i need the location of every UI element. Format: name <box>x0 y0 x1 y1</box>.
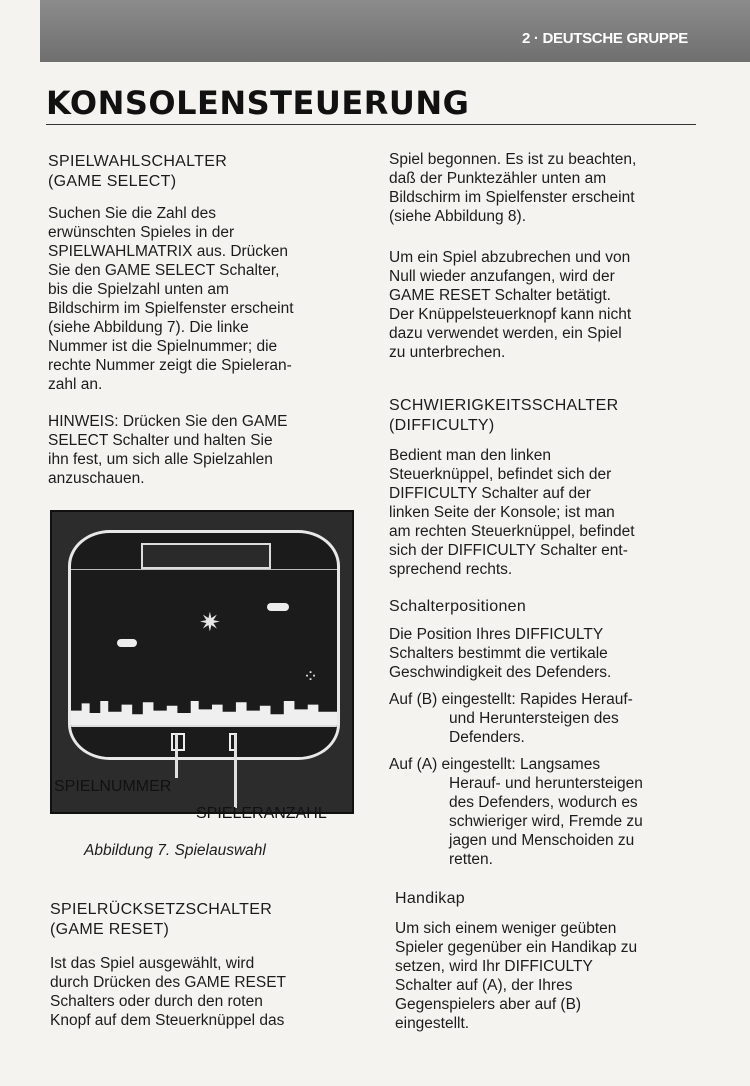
enemy-sprite: ⁘ <box>303 666 319 686</box>
game-select-heading: SPIELWAHLSCHALTER (GAME SELECT) <box>48 153 228 190</box>
game-screen <box>68 530 340 760</box>
difficulty-heading: SCHWIERIGKEITSSCHALTER (DIFFICULTY) <box>389 397 619 434</box>
positions-heading: Schalterpositionen <box>389 598 527 615</box>
title-rule <box>46 124 696 125</box>
continuation-paragraph: Spiel begonnen. Es ist zu beachten, daß der Punktezähler unten am Bildschirm im Spielfenster erscheint (siehe Abbildung 8). <box>389 151 637 225</box>
positions-paragraph: Die Position Ihres DIFFICULTY Schalters bestimmt die vertikale Geschwindigkeit des Defenders. <box>389 626 612 681</box>
abort-paragraph: Um ein Spiel abzubrechen und von Null wieder anzufangen, wird der GAME RESET Schalter betätigt. Der Knüppelsteuerknopf kann nicht dazu verwendet werden, ein Spiel zu unterbrechen. <box>389 249 632 361</box>
right-column <box>389 150 709 1033</box>
ground <box>71 725 337 759</box>
game-reset-heading: SPIELRÜCKSETZSCHALTER (GAME RESET) <box>50 901 273 938</box>
explosion-sprite: ✷ <box>199 607 221 637</box>
setting-a: Auf (A) eingestellt: Langsames Herauf- und heruntersteigen des Defenders, wodurch es schwieriger wird, Fremde zu jagen und Menschoiden zu retten. <box>389 756 643 868</box>
section-label: 2 · DEUTSCHE GRUPPE <box>522 30 688 47</box>
game-number-digit <box>171 733 185 751</box>
game-select-paragraph: Suchen Sie die Zahl des erwünschten Spieles in der SPIELWAHLMATRIX aus. Drücken Sie den GAME SELECT Schalter, bis die Spielzahl unten am Bildschirm im Spielfenster erscheint (siehe Abbildung 7). Die linke Nummer ist die Spielnummer; die rechte Nummer zeigt die Spieleran- zahl an. <box>48 205 294 393</box>
hinweis-paragraph: HINWEIS: Drücken Sie den GAME SELECT Schalter und halten Sie ihn fest, um sich alle Spielzahlen anzuschauen. <box>48 413 288 487</box>
header-bar <box>40 0 750 62</box>
label-spielnummer: SPIELNUMMER <box>54 778 172 795</box>
handicap-paragraph: Um sich einem weniger geübten Spieler gegenüber ein Handikap zu setzen, wird Ihr DIFFICULTY Schalter auf (A), der Ihres Gegenspielers aber auf (B) eingestellt. <box>395 920 638 1032</box>
horizon-line <box>71 569 337 570</box>
difficulty-paragraph: Bedient man den linken Steuerknüppel, befindet sich der DIFFICULTY Schalter auf der linken Seite der Konsole; ist man am rechten Steuerknüppel, befindet sich der DIFFICULTY Schalter ent- sprechend rechts. <box>389 447 635 578</box>
label-spieleranzahl: SPIELERANZAHL <box>196 805 327 822</box>
figure-caption: Abbildung 7. Spielauswahl <box>84 842 266 859</box>
scanner-frame <box>141 543 271 569</box>
game-screen-figure <box>50 510 354 814</box>
arrow-game-number <box>175 734 178 778</box>
defender-ship <box>117 639 137 647</box>
page-title: KONSOLENSTEUERUNG <box>46 84 470 122</box>
handicap-heading: Handikap <box>395 890 466 907</box>
arrow-player-count <box>234 734 237 808</box>
game-reset-paragraph: Ist das Spiel ausgewählt, wird durch Drücken des GAME RESET Schalters oder durch den roten Knopf auf dem Steuerknüppel das <box>50 955 287 1029</box>
left-column-top <box>48 152 358 488</box>
left-column-bottom <box>50 900 360 1030</box>
setting-b: Auf (B) eingestellt: Rapides Herauf- und Heruntersteigen des Defenders. <box>389 691 633 746</box>
lander-sprite <box>267 603 289 611</box>
city-skyline <box>71 701 337 725</box>
